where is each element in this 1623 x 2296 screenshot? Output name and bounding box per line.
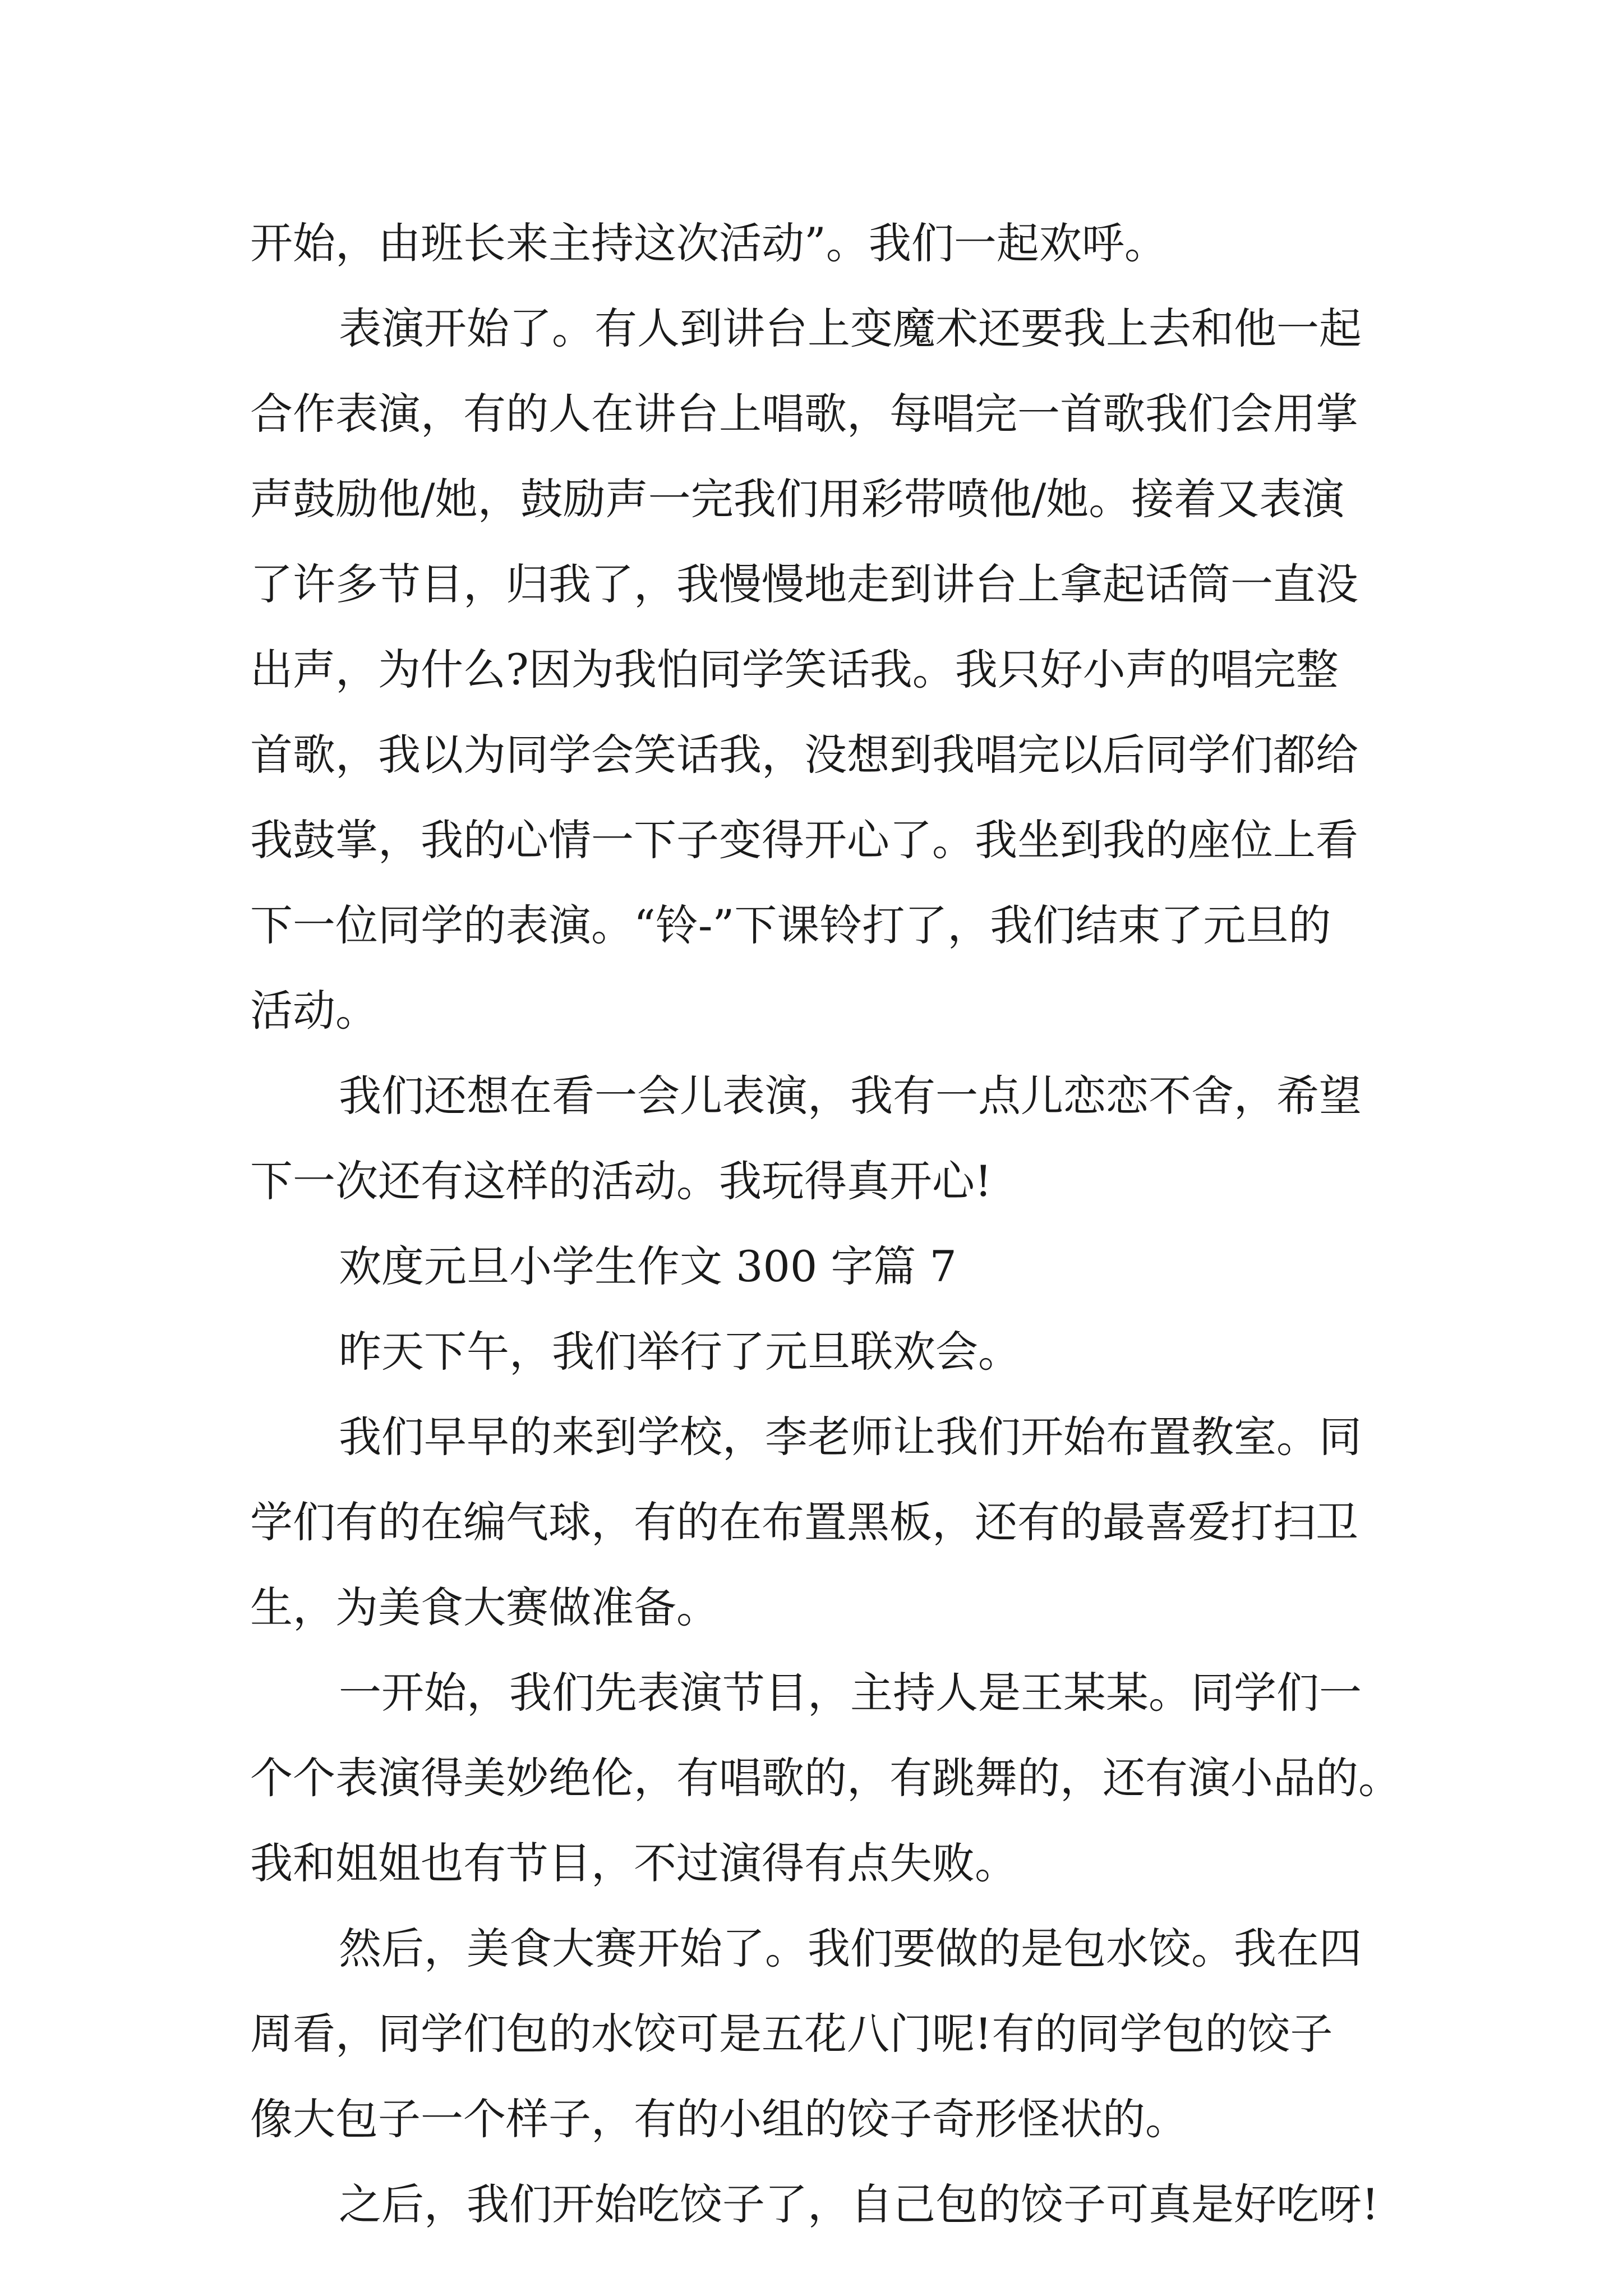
text-line: 周看，同学们包的水饺可是五花八门呢!有的同学包的饺子 <box>250 2009 1333 2059</box>
section-heading: 欢度元旦小学生作文 300 字篇 7 <box>339 1241 957 1291</box>
text-line: 声鼓励他/她，鼓励声一完我们用彩带喷他/她。接着又表演 <box>250 474 1345 524</box>
text-line: 我们还想在看一会儿表演，我有一点儿恋恋不舍，希望 <box>339 1071 1362 1121</box>
text-line: 下一次还有这样的活动。我玩得真开心! <box>250 1156 992 1206</box>
text-line: 然后，美食大赛开始了。我们要做的是包水饺。我在四 <box>339 1924 1362 1973</box>
document-body <box>250 201 1401 2247</box>
text-line: 像大包子一个样子，有的小组的饺子奇形怪状的。 <box>250 2094 1188 2144</box>
text-line: 生，为美食大赛做准备。 <box>250 1582 719 1632</box>
text-line: 活动。 <box>250 986 378 1036</box>
text-line: 下一位同学的表演。“铃-”下课铃打了，我们结束了元旦的 <box>250 900 1331 950</box>
text-line: 首歌，我以为同学会笑话我，没想到我唱完以后同学们都给 <box>250 730 1358 780</box>
text-line: 之后，我们开始吃饺子了，自己包的饺子可真是好吃呀! <box>339 2179 1379 2229</box>
text-line: 一开始，我们先表演节目，主持人是王某某。同学们一 <box>339 1668 1362 1718</box>
text-line: 了许多节目，归我了，我慢慢地走到讲台上拿起话筒一直没 <box>250 559 1358 609</box>
text-line: 开始，由班长来主持这次活动”。我们一起欢呼。 <box>250 218 1167 268</box>
text-line: 出声，为什么?因为我怕同学笑话我。我只好小声的唱完整 <box>250 645 1339 694</box>
text-line: 合作表演，有的人在讲台上唱歌，每唱完一首歌我们会用掌 <box>250 389 1358 439</box>
text-line: 个个表演得美妙绝伦，有唱歌的，有跳舞的，还有演小品的。 <box>250 1753 1401 1803</box>
text-line: 学们有的在编气球，有的在布置黑板，还有的最喜爱打扫卫 <box>250 1497 1358 1547</box>
text-line: 我鼓掌，我的心情一下子变得开心了。我坐到我的座位上看 <box>250 815 1358 865</box>
text-line: 我们早早的来到学校，李老师让我们开始布置教室。同 <box>339 1412 1362 1462</box>
text-line: 表演开始了。有人到讲台上变魔术还要我上去和他一起 <box>339 303 1362 353</box>
text-line: 我和姐姐也有节目，不过演得有点失败。 <box>250 1838 1017 1888</box>
text-line: 昨天下午，我们举行了元旦联欢会。 <box>339 1327 1021 1377</box>
